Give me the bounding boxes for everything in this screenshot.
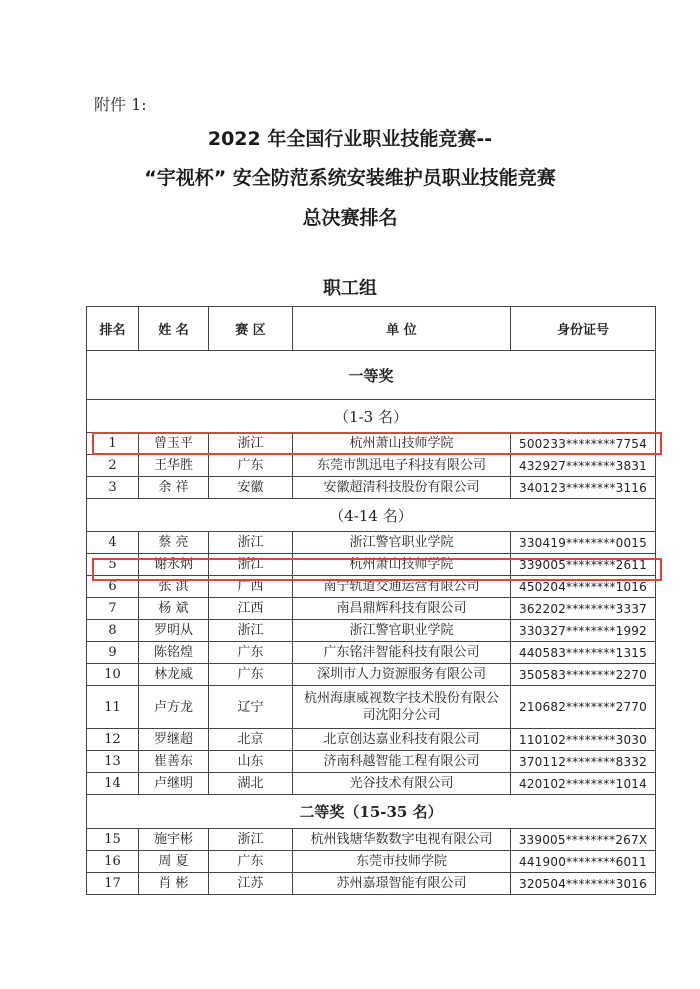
cell-name: 谢永炳 bbox=[139, 554, 209, 576]
cell-name: 曾玉平 bbox=[139, 433, 209, 455]
cell-name: 卢继明 bbox=[139, 773, 209, 795]
cell-id: 350583********2270 bbox=[511, 664, 656, 686]
cell-unit: 安徽超清科技股份有限公司 bbox=[293, 477, 511, 499]
cell-region: 江西 bbox=[209, 598, 293, 620]
cell-unit: 杭州萧山技师学院 bbox=[293, 433, 511, 455]
cell-region: 广东 bbox=[209, 642, 293, 664]
cell-region: 安徽 bbox=[209, 477, 293, 499]
cell-unit: 杭州钱塘华数数字电视有限公司 bbox=[293, 829, 511, 851]
cell-id: 440583********1315 bbox=[511, 642, 656, 664]
table-row bbox=[87, 829, 656, 851]
attachment-label: 附件 1: bbox=[94, 95, 147, 114]
table-row bbox=[87, 532, 656, 554]
table-row bbox=[87, 729, 656, 751]
cell-unit: 深圳市人力资源服务有限公司 bbox=[293, 664, 511, 686]
header-id: 身份证号 bbox=[511, 307, 656, 351]
cell-id: 340123********3116 bbox=[511, 477, 656, 499]
cell-rank: 10 bbox=[87, 664, 139, 686]
cell-id: 420102********1014 bbox=[511, 773, 656, 795]
table-row bbox=[87, 664, 656, 686]
cell-name: 陈铭煌 bbox=[139, 642, 209, 664]
cell-id: 339005********2611 bbox=[511, 554, 656, 576]
range-row bbox=[87, 400, 656, 433]
cell-id: 450204********1016 bbox=[511, 576, 656, 598]
header-unit: 单 位 bbox=[293, 307, 511, 351]
cell-id: 441900********6011 bbox=[511, 851, 656, 873]
cell-name: 林龙威 bbox=[139, 664, 209, 686]
cell-rank: 3 bbox=[87, 477, 139, 499]
cell-name: 周 夏 bbox=[139, 851, 209, 873]
cell-rank: 4 bbox=[87, 532, 139, 554]
cell-id: 110102********3030 bbox=[511, 729, 656, 751]
cell-name: 崔善东 bbox=[139, 751, 209, 773]
cell-unit: 浙江警官职业学院 bbox=[293, 620, 511, 642]
cell-name: 王华胜 bbox=[139, 455, 209, 477]
cell-rank: 13 bbox=[87, 751, 139, 773]
cell-region: 湖北 bbox=[209, 773, 293, 795]
cell-rank: 2 bbox=[87, 455, 139, 477]
table-row bbox=[87, 751, 656, 773]
cell-name: 卢方龙 bbox=[139, 686, 209, 729]
cell-id: 339005********267X bbox=[511, 829, 656, 851]
cell-rank: 9 bbox=[87, 642, 139, 664]
title-line-3: 总决赛排名 bbox=[302, 207, 398, 229]
cell-name: 蔡 亮 bbox=[139, 532, 209, 554]
cell-rank: 5 bbox=[87, 554, 139, 576]
cell-rank: 1 bbox=[87, 433, 139, 455]
cell-unit: 东莞市技师学院 bbox=[293, 851, 511, 873]
cell-rank: 8 bbox=[87, 620, 139, 642]
title-line-2: “宇视杯” 安全防范系统安装维护员职业技能竞赛 bbox=[144, 167, 556, 189]
cell-region: 浙江 bbox=[209, 829, 293, 851]
group-heading: 职工组 bbox=[323, 278, 377, 299]
ranking-table bbox=[86, 306, 656, 895]
cell-name: 施宇彬 bbox=[139, 829, 209, 851]
header-name: 姓 名 bbox=[139, 307, 209, 351]
cell-name: 余 祥 bbox=[139, 477, 209, 499]
table-row bbox=[87, 773, 656, 795]
cell-unit: 济南科越智能工程有限公司 bbox=[293, 751, 511, 773]
cell-rank: 16 bbox=[87, 851, 139, 873]
cell-name: 肖 彬 bbox=[139, 873, 209, 895]
cell-region: 北京 bbox=[209, 729, 293, 751]
cell-id: 210682********2770 bbox=[511, 686, 656, 729]
cell-unit: 南宁轨道交通运营有限公司 bbox=[293, 576, 511, 598]
cell-id: 362202********3337 bbox=[511, 598, 656, 620]
cell-rank: 17 bbox=[87, 873, 139, 895]
cell-unit: 杭州海康威视数字技术股份有限公司沈阳分公司 bbox=[293, 686, 511, 729]
cell-name: 罗明从 bbox=[139, 620, 209, 642]
header-region: 赛 区 bbox=[209, 307, 293, 351]
cell-unit: 杭州萧山技师学院 bbox=[293, 554, 511, 576]
cell-rank: 11 bbox=[87, 686, 139, 729]
cell-name: 杨 斌 bbox=[139, 598, 209, 620]
cell-name: 罗继超 bbox=[139, 729, 209, 751]
cell-unit: 北京创达嘉业科技有限公司 bbox=[293, 729, 511, 751]
cell-rank: 6 bbox=[87, 576, 139, 598]
table-row bbox=[87, 477, 656, 499]
second-prize-label: 二等奖（15-35 名） bbox=[87, 795, 656, 829]
table-row bbox=[87, 455, 656, 477]
highlight-box-rank-1 bbox=[92, 432, 662, 455]
cell-region: 浙江 bbox=[209, 620, 293, 642]
cell-id: 330327********1992 bbox=[511, 620, 656, 642]
cell-id: 432927********3831 bbox=[511, 455, 656, 477]
range-label: （1-3 名） bbox=[87, 400, 656, 433]
table-row bbox=[87, 620, 656, 642]
header-rank: 排名 bbox=[87, 307, 139, 351]
cell-id: 370112********8332 bbox=[511, 751, 656, 773]
cell-region: 广东 bbox=[209, 455, 293, 477]
range-row bbox=[87, 499, 656, 532]
first-prize-label: 一等奖 bbox=[87, 351, 656, 400]
second-prize-row bbox=[87, 795, 656, 829]
cell-unit: 苏州嘉璟智能有限公司 bbox=[293, 873, 511, 895]
cell-region: 山东 bbox=[209, 751, 293, 773]
cell-unit: 广东铭沣智能科技有限公司 bbox=[293, 642, 511, 664]
cell-rank: 7 bbox=[87, 598, 139, 620]
first-prize-row bbox=[87, 351, 656, 400]
cell-region: 浙江 bbox=[209, 532, 293, 554]
range-label: （4-14 名） bbox=[87, 499, 656, 532]
table-header-row bbox=[87, 307, 656, 351]
cell-region: 浙江 bbox=[209, 433, 293, 455]
cell-unit: 浙江警官职业学院 bbox=[293, 532, 511, 554]
cell-unit: 光谷技术有限公司 bbox=[293, 773, 511, 795]
cell-rank: 15 bbox=[87, 829, 139, 851]
table-row bbox=[87, 642, 656, 664]
cell-rank: 12 bbox=[87, 729, 139, 751]
cell-name: 张 淇 bbox=[139, 576, 209, 598]
cell-region: 广东 bbox=[209, 664, 293, 686]
title-line-1: 2022 年全国行业职业技能竞赛-- bbox=[207, 128, 493, 150]
cell-id: 330419********0015 bbox=[511, 532, 656, 554]
cell-unit: 东莞市凯迅电子科技有限公司 bbox=[293, 455, 511, 477]
cell-id: 320504********3016 bbox=[511, 873, 656, 895]
table-row bbox=[87, 686, 656, 729]
table-row bbox=[87, 873, 656, 895]
cell-region: 江苏 bbox=[209, 873, 293, 895]
cell-region: 广东 bbox=[209, 851, 293, 873]
cell-rank: 14 bbox=[87, 773, 139, 795]
cell-unit: 南昌鼎辉科技有限公司 bbox=[293, 598, 511, 620]
cell-region: 浙江 bbox=[209, 554, 293, 576]
table-row bbox=[87, 851, 656, 873]
highlight-box-rank-5 bbox=[92, 558, 662, 581]
cell-region: 辽宁 bbox=[209, 686, 293, 729]
table-row bbox=[87, 598, 656, 620]
cell-region: 广西 bbox=[209, 576, 293, 598]
cell-id: 500233********7754 bbox=[511, 433, 656, 455]
